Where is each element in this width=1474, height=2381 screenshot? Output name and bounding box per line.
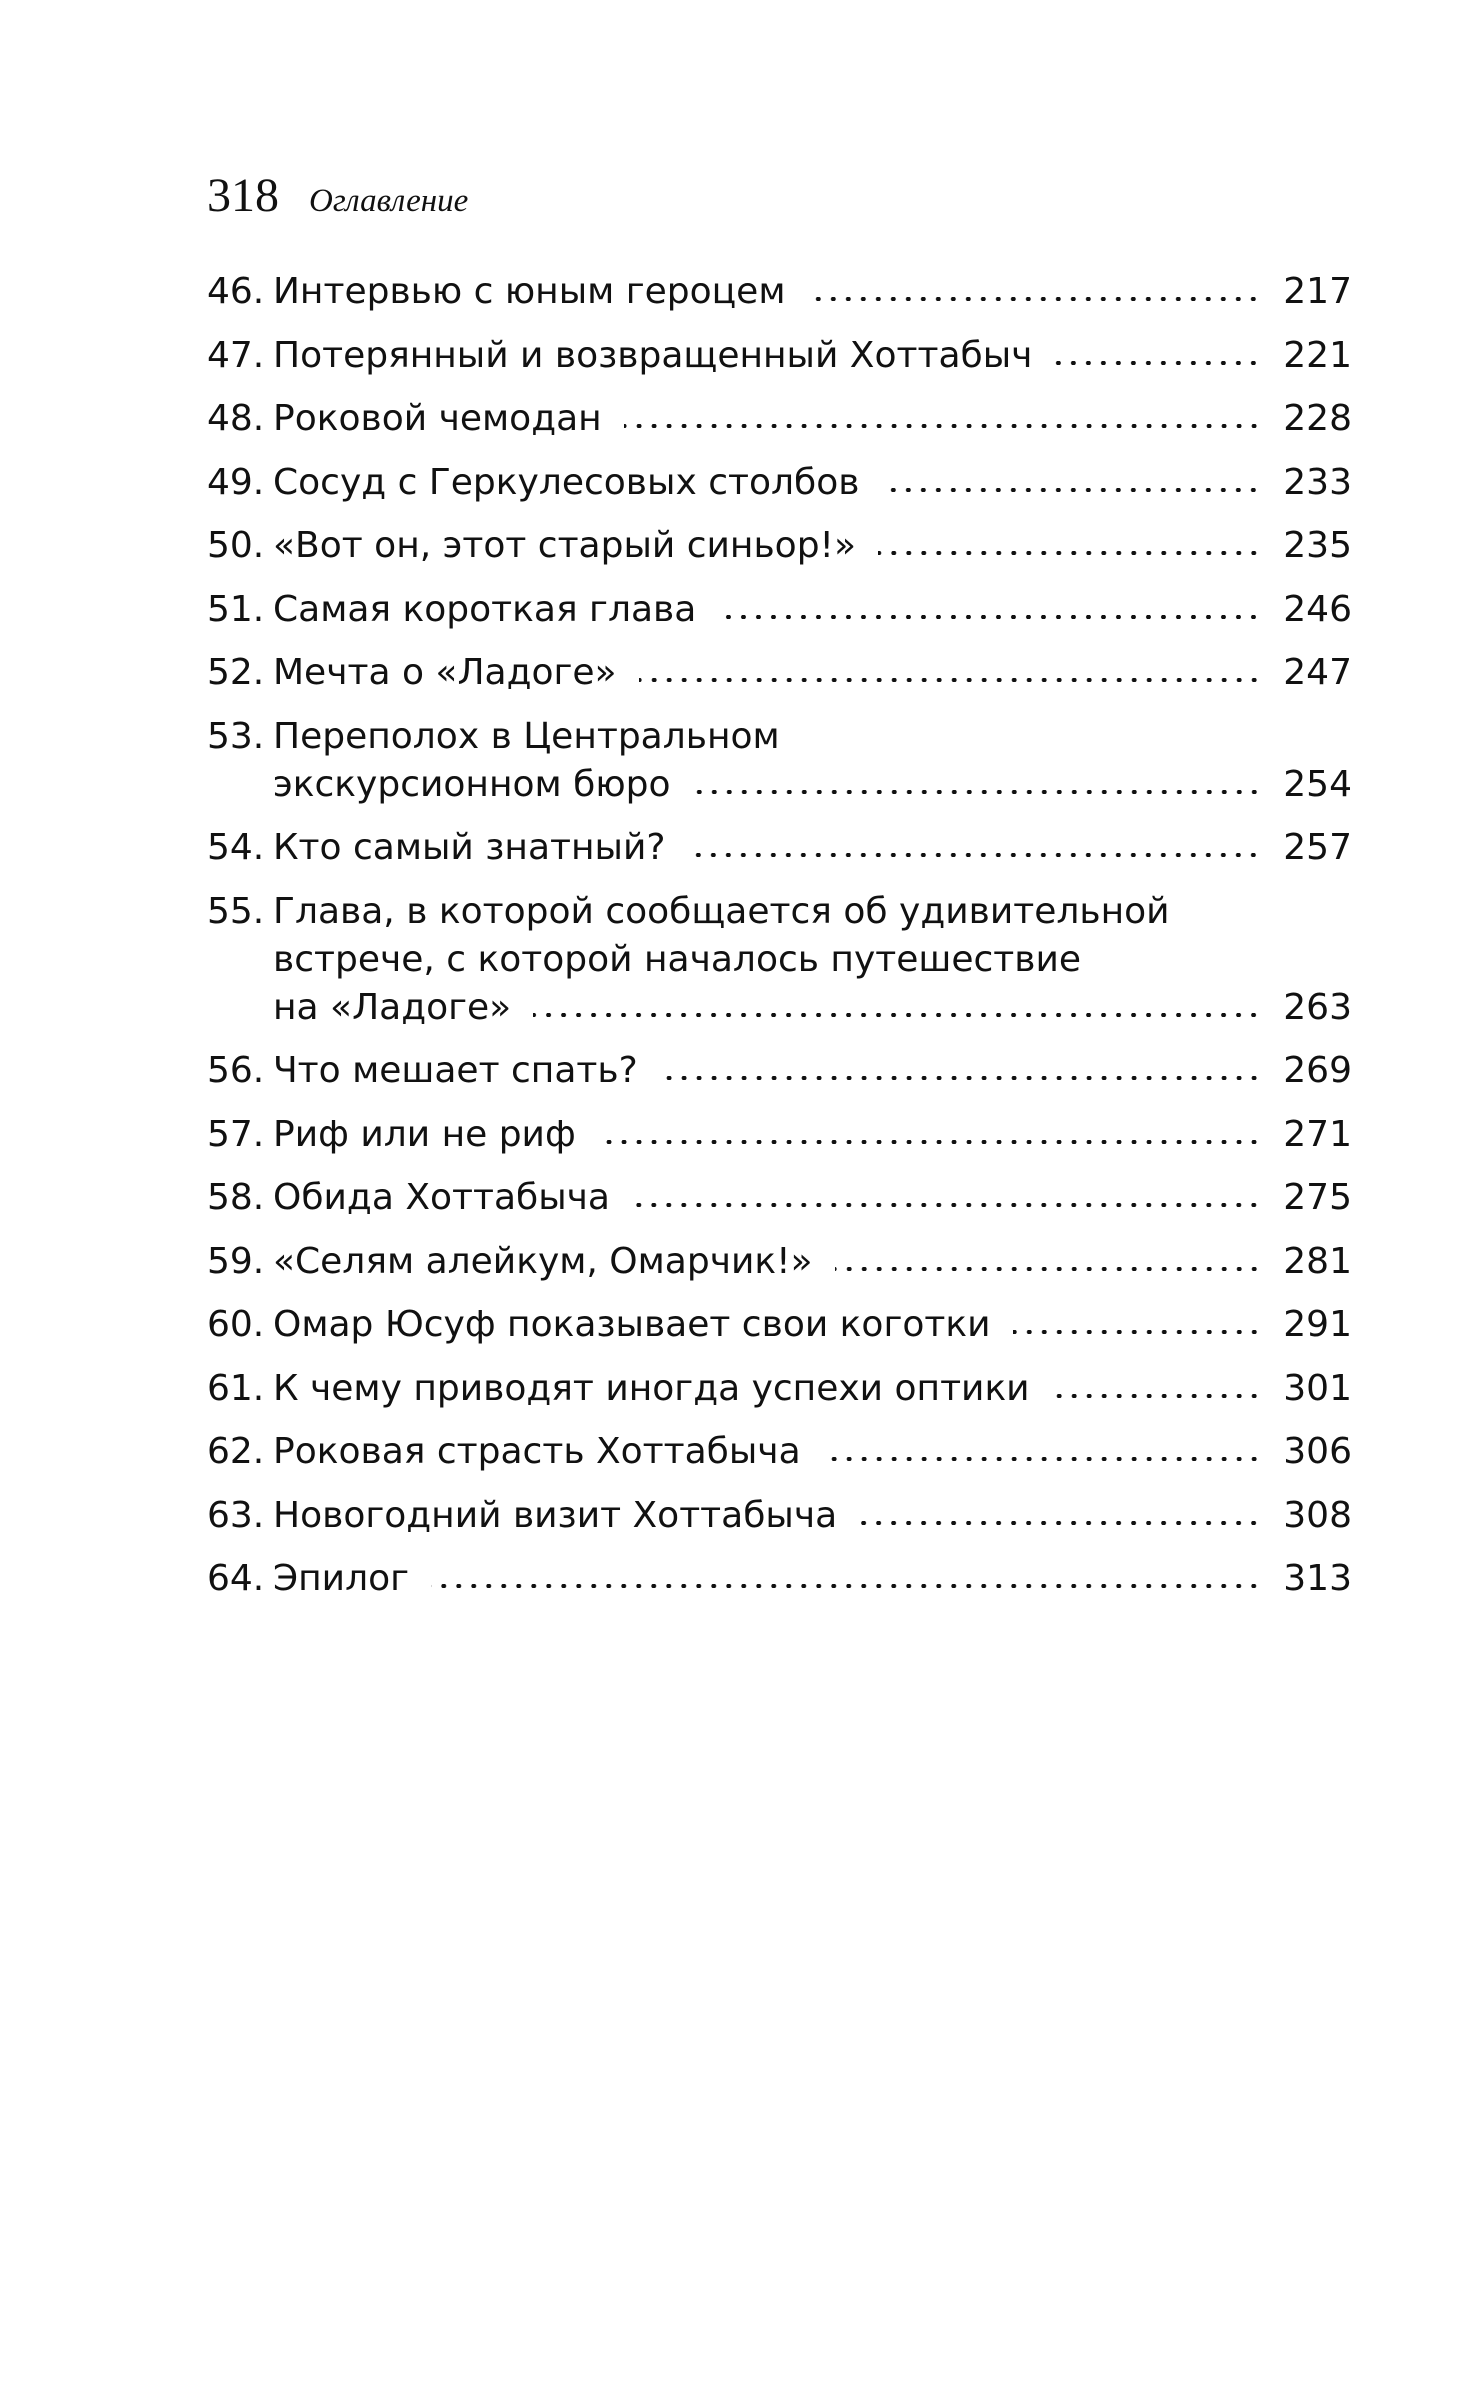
toc-entry <box>207 649 1352 697</box>
chapter-page-number: 308 <box>1283 1494 1352 1536</box>
chapter-page-number: 235 <box>1283 525 1352 566</box>
toc-entry <box>207 395 1352 443</box>
chapter-number: 48. <box>207 398 265 439</box>
chapter-title-line: Кто самый знатный? <box>273 827 666 868</box>
toc-entry <box>207 459 1352 507</box>
toc-entry <box>207 1301 1352 1349</box>
dot-leader <box>859 1521 1261 1525</box>
dot-leader <box>431 1584 1261 1588</box>
chapter-title-line: Новогодний визит Хоттабыча <box>273 1494 838 1536</box>
toc-entry-row <box>273 586 1352 634</box>
chapter-page-number: 221 <box>1283 334 1352 376</box>
toc-entry-row <box>273 1492 1352 1540</box>
chapter-number: 58. <box>207 1177 265 1218</box>
toc-entry <box>207 1555 1352 1603</box>
toc-entry-row <box>273 332 1352 380</box>
toc-entry-row <box>273 459 1352 507</box>
dot-leader <box>823 1457 1262 1461</box>
toc-entry-row <box>273 1047 1352 1095</box>
chapter-number: 57. <box>207 1113 265 1155</box>
dot-leader <box>835 1267 1262 1271</box>
toc-entry <box>207 824 1352 872</box>
dot-leader <box>598 1140 1262 1144</box>
toc-entry-row <box>273 761 1352 809</box>
dot-leader <box>632 1203 1261 1207</box>
toc-entry-row <box>273 395 1352 443</box>
chapter-number: 50. <box>207 525 265 566</box>
dot-leader <box>639 678 1262 682</box>
chapter-number: 55. <box>207 890 265 932</box>
toc-entry-row <box>273 1111 1352 1159</box>
dot-leader <box>807 297 1261 301</box>
chapter-page-number: 247 <box>1283 652 1352 693</box>
chapter-number: 47. <box>207 334 265 376</box>
chapter-number: 49. <box>207 461 265 503</box>
dot-leader <box>533 1013 1261 1017</box>
chapter-page-number: 257 <box>1283 827 1352 868</box>
dot-leader <box>660 1076 1262 1080</box>
chapter-title-line: Сосуд с Геркулесовых столбов <box>273 461 860 503</box>
chapter-number: 61. <box>207 1367 265 1409</box>
dot-leader <box>624 424 1262 428</box>
chapter-number: 59. <box>207 1240 265 1282</box>
toc-entry-row <box>273 1174 1352 1222</box>
chapter-number: 53. <box>207 715 265 757</box>
chapter-title-line: «Вот он, этот старый синьор!» <box>273 525 856 566</box>
toc-entry <box>207 1238 1352 1286</box>
chapter-number: 64. <box>207 1558 265 1599</box>
toc-entry <box>207 1365 1352 1413</box>
toc-entry-row <box>273 984 1352 1032</box>
chapter-page-number: 275 <box>1283 1177 1352 1218</box>
toc-entry-row <box>273 1365 1352 1413</box>
toc-entry-row <box>273 1301 1352 1349</box>
toc-entry <box>207 713 1352 809</box>
chapter-title-line: Обида Хоттабыча <box>273 1177 610 1218</box>
dot-leader <box>1054 361 1261 365</box>
chapter-title-line: «Селям алейкум, Омарчик!» <box>273 1240 813 1282</box>
dot-leader <box>878 551 1261 555</box>
chapter-number: 52. <box>207 652 265 693</box>
chapter-title-line: Мечта о «Ладоге» <box>273 652 617 693</box>
chapter-title-line: Потерянный и возвращенный Хоттабыч <box>273 334 1033 376</box>
chapter-page-number: 233 <box>1283 461 1352 503</box>
chapter-number: 62. <box>207 1431 265 1472</box>
page-number: 318 <box>207 169 279 222</box>
toc-entry <box>207 586 1352 634</box>
chapter-title-line: Самая короткая глава <box>273 588 697 630</box>
chapter-title-line: встрече, с которой началось путешествие <box>273 938 1081 980</box>
toc-entry <box>207 1047 1352 1095</box>
chapter-page-number: 281 <box>1283 1240 1352 1282</box>
chapter-title-line: на «Ладоге» <box>273 986 512 1028</box>
toc-entry-row <box>273 824 1352 872</box>
dot-leader <box>1052 1394 1262 1398</box>
dot-leader <box>881 488 1261 492</box>
dot-leader <box>693 790 1262 794</box>
toc-entry-row <box>273 649 1352 697</box>
chapter-title-line: Интервью с юным героцем <box>273 271 786 312</box>
chapter-page-number: 228 <box>1283 398 1352 439</box>
chapter-number: 63. <box>207 1494 265 1536</box>
toc-entry <box>207 332 1352 380</box>
chapter-number: 46. <box>207 271 265 312</box>
chapter-number: 60. <box>207 1304 265 1345</box>
chapter-page-number: 246 <box>1283 588 1352 630</box>
chapter-page-number: 291 <box>1283 1304 1352 1345</box>
chapter-title-line: экскурсионном бюро <box>273 763 671 805</box>
toc-entry-row <box>273 1555 1352 1603</box>
toc-entry <box>207 1174 1352 1222</box>
chapter-page-number: 263 <box>1283 986 1352 1028</box>
dot-leader <box>718 615 1261 619</box>
chapter-title-line: Омар Юсуф показывает свои коготки <box>273 1304 991 1345</box>
toc-entry <box>207 1492 1352 1540</box>
chapter-title-line: Что мешает спать? <box>273 1050 638 1091</box>
chapter-page-number: 217 <box>1283 271 1352 312</box>
dot-leader <box>1013 1330 1262 1334</box>
toc-entry <box>207 522 1352 570</box>
chapter-title-line: К чему приводят иногда успехи оптики <box>273 1367 1030 1409</box>
chapter-title-line: Глава, в которой сообщается об удивительной <box>273 890 1170 932</box>
toc-entry <box>207 888 1352 1032</box>
chapter-page-number: 271 <box>1283 1113 1352 1155</box>
chapter-title-line: Роковой чемодан <box>273 398 602 439</box>
toc-entry <box>207 1111 1352 1159</box>
chapter-number: 54. <box>207 827 265 868</box>
toc-entry <box>207 1428 1352 1476</box>
chapter-page-number: 269 <box>1283 1050 1352 1091</box>
chapter-title-line: Риф или не риф <box>273 1113 576 1155</box>
chapter-number: 51. <box>207 588 265 630</box>
toc-entry-row <box>273 522 1352 570</box>
toc-entry <box>207 268 1352 316</box>
chapter-title-line: Роковая страсть Хоттабыча <box>273 1431 801 1472</box>
chapter-page-number: 306 <box>1283 1431 1352 1472</box>
chapter-page-number: 301 <box>1283 1367 1352 1409</box>
chapter-title-line: Переполох в Центральном <box>273 715 780 757</box>
chapter-page-number: 313 <box>1283 1558 1352 1599</box>
chapter-page-number: 254 <box>1283 763 1352 805</box>
chapter-title-line: Эпилог <box>273 1558 410 1599</box>
table-of-contents <box>207 268 1352 1619</box>
section-title: Оглавление <box>309 183 469 219</box>
running-head <box>207 168 468 223</box>
dot-leader <box>687 853 1261 857</box>
toc-entry-row <box>273 268 1352 316</box>
toc-entry-row <box>273 1428 1352 1476</box>
toc-entry-row <box>273 1238 1352 1286</box>
chapter-number: 56. <box>207 1050 265 1091</box>
